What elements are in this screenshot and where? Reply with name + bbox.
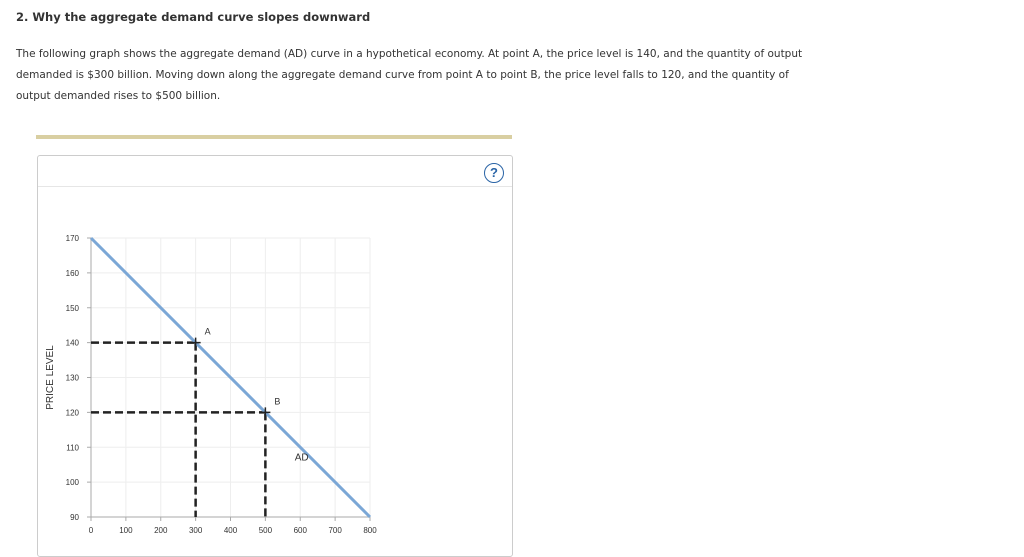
point-label-B: B [274, 396, 281, 407]
y-tick-label: 170 [65, 234, 79, 243]
x-tick-label: 500 [258, 526, 273, 535]
y-tick-label: 130 [65, 373, 79, 383]
x-tick-label: 400 [223, 526, 238, 535]
y-tick-label: 150 [65, 303, 79, 313]
x-tick-label: 800 [363, 526, 377, 535]
y-tick-label: 110 [66, 443, 79, 453]
panel-toolbar [38, 156, 512, 187]
x-tick-label: 300 [188, 526, 203, 535]
x-tick-label: 200 [154, 526, 168, 535]
point-label-A: A [204, 326, 211, 337]
series-label-AD: AD [294, 452, 309, 464]
y-tick-label: 140 [65, 338, 79, 348]
question-heading: 2. Why the aggregate demand curve slopes downward [16, 10, 371, 24]
x-tick-label: 0 [88, 526, 94, 535]
accent-bar [36, 135, 512, 139]
help-icon[interactable]: ? [484, 163, 504, 183]
y-tick-label: 90 [70, 513, 79, 522]
x-tick-label: 700 [328, 526, 342, 535]
y-tick-label: 100 [65, 478, 79, 488]
question-intro: The following graph shows the aggregate demand (AD) curve in a hypothetical economy. At point A, the price level is 140, and the quantity of output demanded is $300 billion. Moving down along the aggregate demand curve from point A to point B, the price level falls to 120, and the quantity of output demanded rises to $500 billion. [16, 48, 803, 102]
x-tick-label: 100 [119, 526, 133, 535]
y-tick-label: 120 [65, 408, 79, 418]
y-axis-label: PRICE LEVEL [45, 345, 56, 410]
x-tick-label: 600 [293, 526, 307, 535]
graph-panel [37, 155, 513, 557]
y-tick-label: 160 [65, 268, 79, 278]
